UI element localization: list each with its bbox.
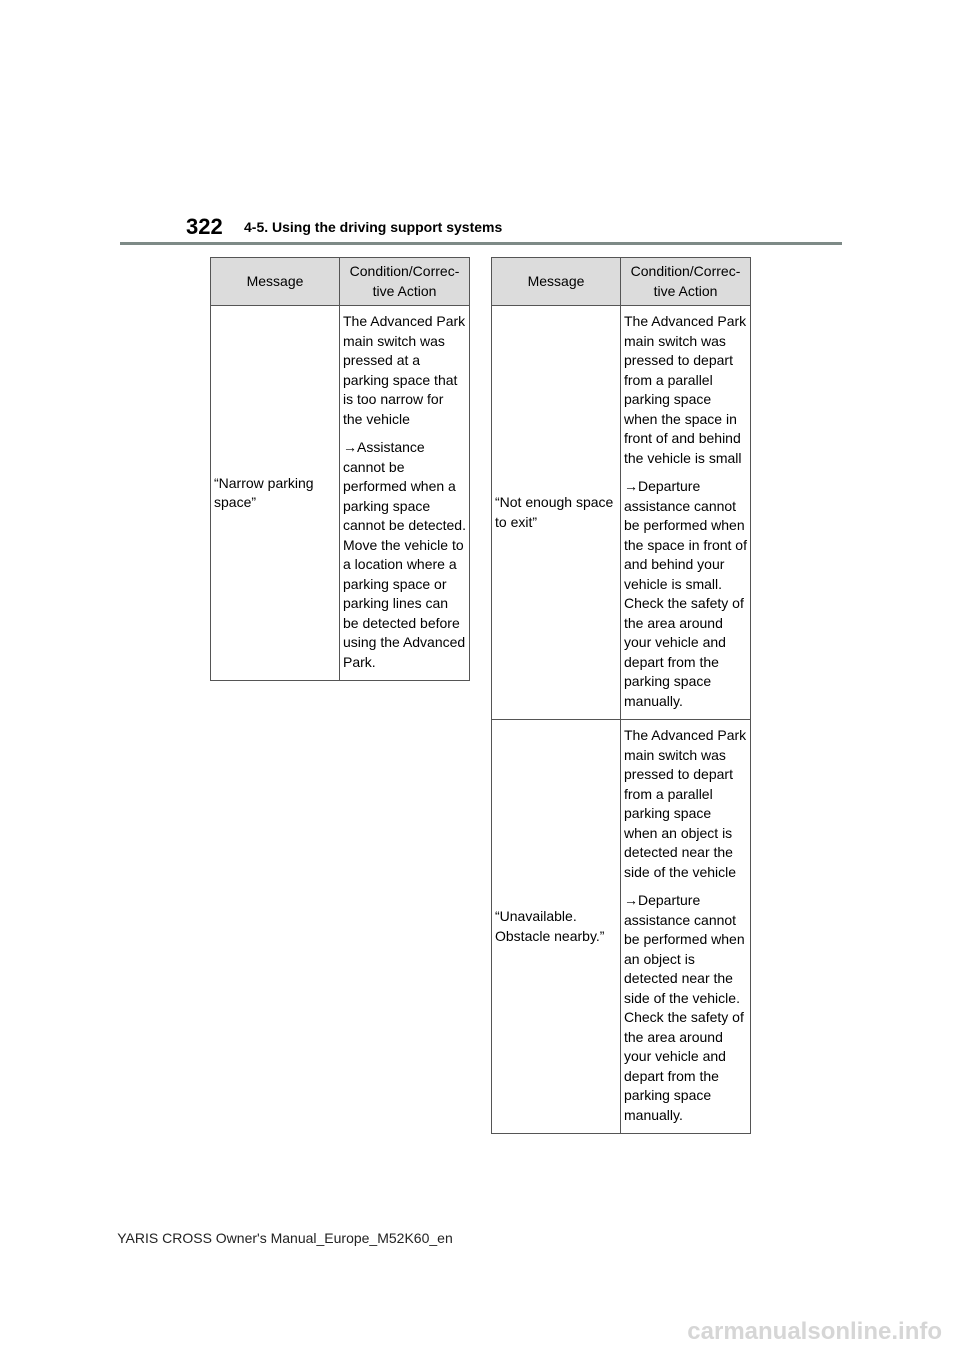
footer-text: YARIS CROSS Owner's Manual_Europe_M52K60_en — [117, 1230, 453, 1246]
footer — [0, 1229, 960, 1247]
condition-text: The Advanced Park main switch was pressed to depart from a parallel parking space when the space in front of and behind the vehicle is small — [624, 313, 747, 466]
condition-cell — [340, 306, 470, 681]
action-text: →Assistance cannot be performed when a parking space cannot be detected. Move the vehicle to a location where a parking space or parking lines can be detected before using the Advanced Park. — [343, 439, 466, 670]
header-divider — [120, 242, 842, 245]
table-header-row — [492, 258, 751, 306]
table-row — [492, 306, 751, 720]
column-header-condition: Condition/Correc-tive Action — [621, 258, 751, 306]
message-table-right — [491, 257, 751, 1134]
message-table-left — [210, 257, 470, 681]
table-row — [492, 720, 751, 1134]
condition-cell — [621, 306, 751, 720]
column-header-message: Message — [211, 258, 340, 306]
watermark: carmanualsonline.info — [687, 1318, 942, 1345]
section-title: 4-5. Using the driving support systems — [244, 219, 503, 235]
column-header-condition: Condition/Correc-tive Action — [340, 258, 470, 306]
condition-cell — [621, 720, 751, 1134]
condition-text: The Advanced Park main switch was pressed at a parking space that is too narrow for the vehicle — [343, 313, 466, 427]
message-cell: “Not enough space to exit” — [492, 306, 621, 720]
message-cell: “Unavailable. Obstacle nearby.” — [492, 720, 621, 1134]
table-header-row — [211, 258, 470, 306]
column-header-message: Message — [492, 258, 621, 306]
action-text: →Departure assistance cannot be performed when the space in front of and behind your vehicle is small. Check the safety of the area around your vehicle and depart from the parking space manually. — [624, 478, 747, 709]
table-row — [211, 306, 470, 681]
condition-text: The Advanced Park main switch was pressed to depart from a parallel parking space when an object is detected near the side of the vehicle — [624, 727, 747, 880]
page-number: 322 — [186, 214, 223, 239]
message-cell: “Narrow parking space” — [211, 306, 340, 681]
action-text: →Departure assistance cannot be performed when an object is detected near the side of the vehicle. Check the safety of the area around your vehicle and depart from the parking space manually. — [624, 892, 745, 1123]
